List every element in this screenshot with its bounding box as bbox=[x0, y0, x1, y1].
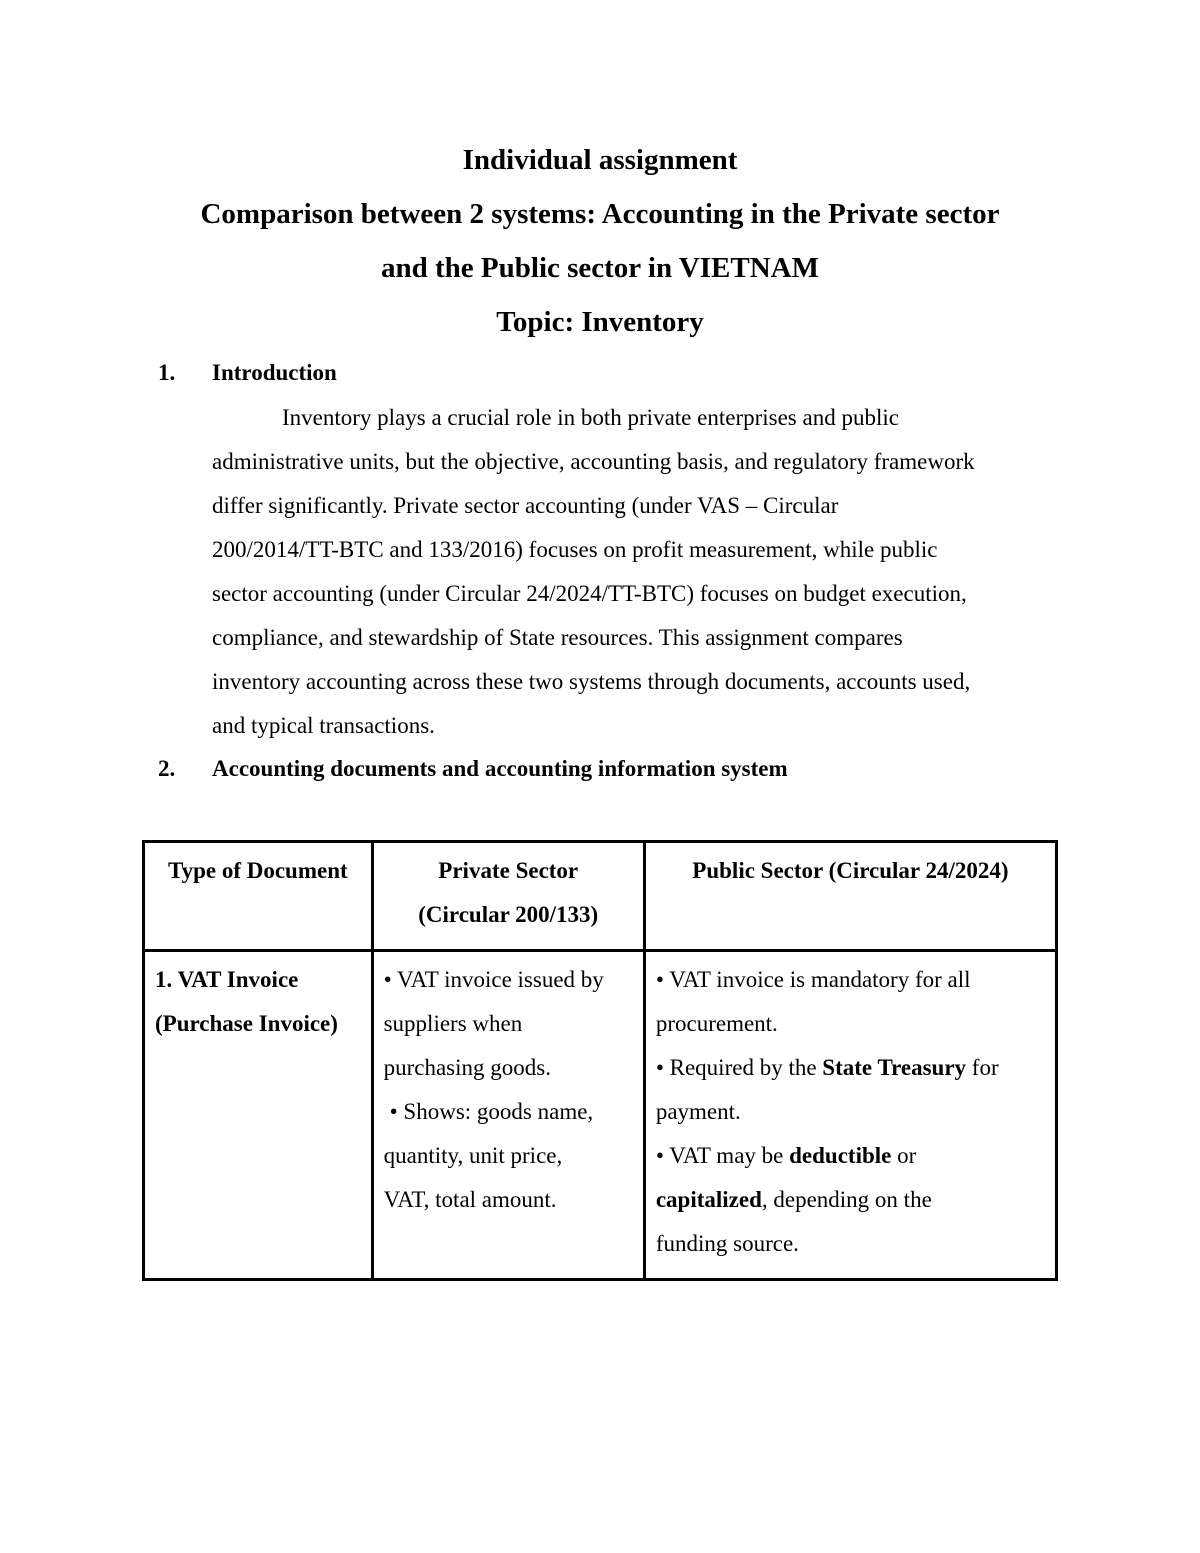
header-text: Public Sector (Circular 24/2024) bbox=[692, 858, 1009, 883]
paragraph-line: sector accounting (under Circular 24/2024/TT-BTC) focuses on budget execution, bbox=[212, 581, 967, 606]
text-run: • VAT may be bbox=[655, 1143, 790, 1168]
header-private-sector bbox=[372, 842, 644, 951]
paragraph-line: compliance, and stewardship of State resources. This assignment compares bbox=[212, 625, 903, 650]
paragraph-line: 200/2014/TT-BTC and 133/2016) focuses on profit measurement, while public bbox=[212, 537, 938, 562]
document-subtitle-line-2: and the Public sector in VIETNAM bbox=[381, 252, 819, 284]
bold-text-run: State Treasury bbox=[822, 1055, 967, 1080]
cell-private-sector bbox=[372, 951, 644, 1280]
cell-text: suppliers when bbox=[383, 1011, 523, 1036]
paragraph-line: Inventory plays a crucial role in both private enterprises and public bbox=[282, 405, 899, 430]
table-header-row bbox=[144, 842, 1057, 951]
section-number: 2. bbox=[158, 756, 176, 781]
bold-text-run: deductible bbox=[789, 1143, 892, 1168]
cell-text: quantity, unit price, bbox=[383, 1143, 563, 1168]
section-title: Introduction bbox=[212, 360, 337, 385]
text-run: for bbox=[966, 1055, 999, 1080]
cell-document-type bbox=[144, 951, 373, 1280]
cell-text bbox=[656, 1046, 1045, 1090]
text-run: or bbox=[891, 1143, 917, 1168]
comparison-table bbox=[142, 840, 1058, 1281]
paragraph-line: differ significantly. Private sector accounting (under VAS – Circular bbox=[212, 493, 839, 518]
cell-text: purchasing goods. bbox=[383, 1055, 551, 1080]
introduction-paragraph bbox=[212, 396, 1062, 748]
section-number: 1. bbox=[158, 360, 176, 385]
section-title: Accounting documents and accounting information system bbox=[212, 756, 788, 781]
cell-text: • VAT invoice is mandatory for all bbox=[655, 967, 971, 992]
text-run: , depending on the bbox=[761, 1187, 932, 1212]
cell-text: procurement. bbox=[655, 1011, 778, 1036]
paragraph-line: administrative units, but the objective, accounting basis, and regulatory framework bbox=[212, 449, 975, 474]
paragraph-line: and typical transactions. bbox=[212, 713, 435, 738]
header-text: (Circular 200/133) bbox=[418, 902, 599, 927]
cell-text: payment. bbox=[655, 1099, 741, 1124]
document-title: Individual assignment bbox=[462, 144, 738, 176]
cell-text: • VAT invoice issued by bbox=[383, 967, 604, 992]
text-run: • Required by the bbox=[655, 1055, 823, 1080]
header-public-sector bbox=[644, 842, 1056, 951]
document-subtitle-line-1: Comparison between 2 systems: Accounting in the Private sector bbox=[200, 198, 1000, 230]
header-text: Type of Document bbox=[167, 858, 348, 883]
bold-text-run: capitalized bbox=[655, 1187, 762, 1212]
cell-public-sector bbox=[644, 951, 1056, 1280]
cell-text bbox=[656, 1178, 1045, 1222]
cell-text: • Shows: goods name, bbox=[389, 1099, 594, 1124]
cell-text: (Purchase Invoice) bbox=[155, 1011, 338, 1036]
cell-text bbox=[656, 1134, 1045, 1178]
table-row bbox=[144, 951, 1057, 1280]
cell-text: funding source. bbox=[655, 1231, 799, 1256]
cell-text: VAT, total amount. bbox=[383, 1187, 557, 1212]
paragraph-line: inventory accounting across these two systems through documents, accounts used, bbox=[212, 669, 971, 694]
cell-text: 1. VAT Invoice bbox=[155, 967, 299, 992]
header-text: Private Sector bbox=[438, 858, 579, 883]
document-topic: Topic: Inventory bbox=[496, 306, 704, 338]
header-type-of-document bbox=[144, 842, 373, 951]
